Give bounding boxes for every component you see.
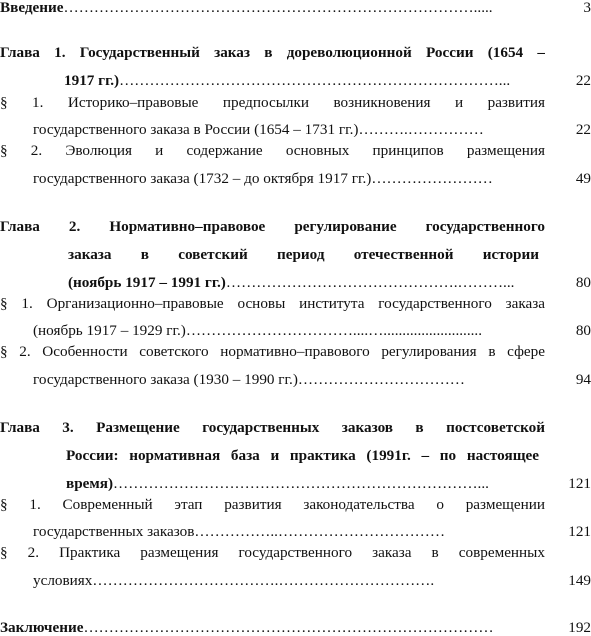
entry-title: время) — [66, 476, 114, 492]
page-number: 121 — [568, 475, 591, 492]
entry-title: государственного заказа в России (1654 – 1731 гг.) — [33, 122, 359, 138]
leader-dots: ……………..…………………………… — [194, 524, 446, 540]
entry-title: условиях — [33, 573, 93, 589]
entry-title: государственного заказа (1930 – 1990 гг.) — [33, 372, 298, 388]
page-number: 22 — [575, 121, 591, 138]
leader-dots: …………………………… — [297, 372, 465, 388]
section-2-1-line-2 — [33, 323, 539, 338]
page-number: 80 — [575, 322, 591, 339]
page-number: 3 — [583, 0, 591, 16]
entry-title: (ноябрь 1917 – 1929 гг.) — [33, 323, 186, 339]
chapter-2-heading-line-2: заказа в советский период отечественной истории — [68, 247, 539, 263]
page-number: 192 — [568, 619, 591, 636]
section-3-1-line-2 — [33, 524, 539, 539]
section-3-2-line-1: § 2. Практика размещения государственного заказа в современных — [0, 545, 545, 561]
page-number: 80 — [575, 274, 591, 291]
leader-dots: …………………… — [371, 171, 493, 187]
leader-dots: ………………………………………………………………... — [113, 476, 489, 492]
entry-title: государственных заказов — [33, 524, 195, 540]
chapter-2-heading-line-1: Глава 2. Нормативно–правовое регулирование государственного — [0, 219, 545, 235]
entry-title: Введение — [0, 0, 64, 16]
section-2-2-line-2 — [33, 372, 539, 387]
page-number: 94 — [575, 371, 591, 388]
leader-dots: ………………………………………………………………………..... — [63, 0, 493, 16]
page-number: 121 — [568, 523, 591, 540]
page-number: 149 — [568, 572, 591, 589]
section-3-2-line-2 — [33, 573, 539, 588]
section-1-1-line-1: § 1. Историко–правовые предпосылки возникновения и развития — [0, 95, 545, 111]
leader-dots: ……………………………....….......................... — [185, 323, 483, 339]
leader-dots: ……………………………………………………………………… — [83, 620, 494, 636]
leader-dots: ……………………………….…………………………. — [92, 573, 435, 589]
section-1-2-line-2 — [33, 171, 539, 186]
entry-title: Заключение — [0, 620, 84, 636]
chapter-3-heading-line-1: Глава 3. Размещение государственных заказов в постсоветской — [0, 420, 545, 436]
section-2-2-line-1: § 2. Особенности советского нормативно–правового регулирования в сфере — [0, 344, 545, 360]
entry-title: государственного заказа (1732 – до октября 1917 гг.) — [33, 171, 372, 187]
chapter-1-heading-line-1: Глава 1. Государственный заказ в дореволюционной России (1654 – — [0, 45, 545, 61]
leader-dots: …………………………………………………………………... — [119, 73, 511, 89]
page-number: 49 — [575, 170, 591, 187]
chapter-2-heading-line-3 — [68, 275, 539, 290]
section-1-1-line-2 — [33, 122, 539, 137]
page-number: 22 — [575, 72, 591, 89]
chapter-3-heading-line-3 — [66, 476, 539, 491]
toc-entry-intro — [0, 0, 545, 15]
entry-title: 1917 гг.) — [64, 73, 120, 89]
entry-title: (ноябрь 1917 – 1991 гг.) — [68, 275, 226, 291]
leader-dots: ……………………………………….………... — [225, 275, 515, 291]
section-1-2-line-1: § 2. Эволюция и содержание основных принципов размещения — [0, 143, 545, 159]
chapter-3-heading-line-2: России: нормативная база и практика (1991г. – по настоящее — [66, 448, 539, 464]
section-3-1-line-1: § 1. Современный этап развития законодательства о размещении — [0, 497, 545, 513]
chapter-1-heading-line-2 — [64, 73, 539, 88]
leader-dots: ……….…………… — [358, 122, 484, 138]
section-2-1-line-1: § 1. Организационно–правовые основы института государственного заказа — [0, 296, 545, 312]
